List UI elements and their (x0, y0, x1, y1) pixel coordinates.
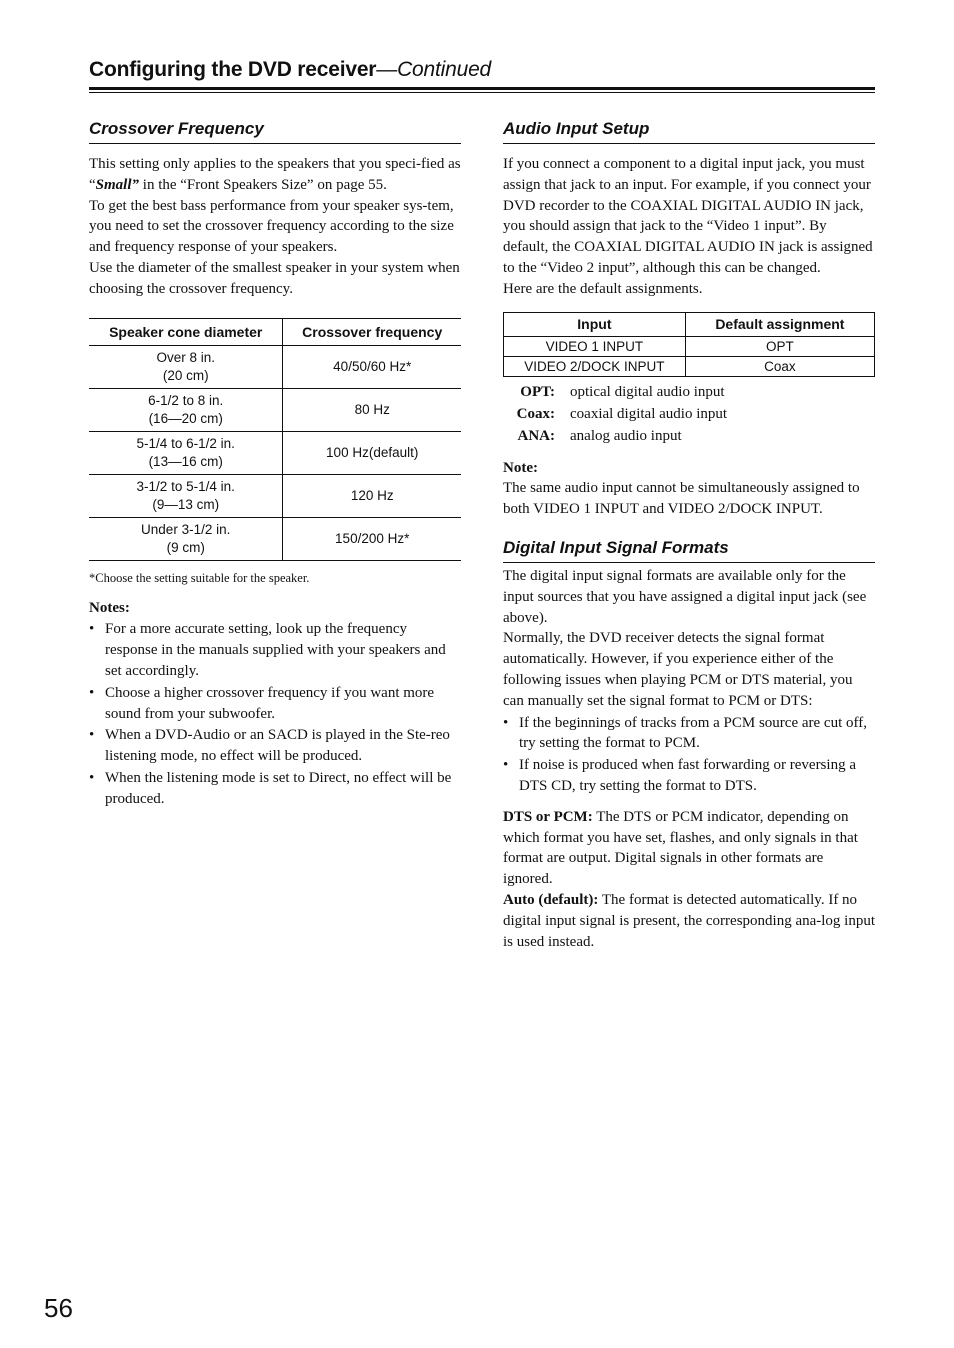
left-column (89, 118, 461, 810)
crossover-intro (89, 154, 461, 300)
audio-para-2: Here are the default assignments. (503, 280, 703, 297)
bullet-icon: • (89, 769, 95, 786)
cone-size-cm: (16—20 cm) (148, 410, 223, 426)
frequency-cell: 150/200 Hz* (283, 517, 461, 560)
format-options (503, 807, 875, 953)
auto-description: The format is detected automatically. If no digital input signal is present, the corresponding ana-log input is used instead. (503, 891, 876, 950)
audio-input-setup-heading: Audio Input Setup (503, 118, 875, 144)
bullet-icon: • (89, 621, 95, 638)
col-header-crossover-frequency: Crossover frequency (283, 318, 461, 345)
cone-size-inches: Under 3-1/2 in. (141, 521, 231, 537)
header-rule-thin (89, 92, 875, 93)
issue-text: If the beginnings of tracks from a PCM source are cut off, try setting the format to PCM. (519, 714, 867, 752)
col-header-cone-diameter: Speaker cone diameter (89, 318, 283, 345)
page-title-main: Configuring the DVD receiver (89, 58, 377, 81)
cone-size-cm: (20 cm) (162, 367, 209, 383)
cone-size-cm: (13—16 cm) (148, 453, 223, 469)
cone-diameter-cell (89, 431, 283, 474)
table-row (89, 345, 461, 388)
crossover-para-2: To get the best bass performance from your speaker sys-tem, you need to set the crossover frequency according to the size and frequency response of your speakers. (89, 197, 454, 256)
cone-size-inches: 5-1/4 to 6-1/2 in. (136, 435, 235, 451)
list-item (89, 725, 461, 767)
table-row (504, 356, 875, 376)
assignment-cell: Coax (685, 356, 874, 376)
table-row (89, 388, 461, 431)
bullet-icon: • (89, 727, 95, 744)
note-heading: Note: (503, 459, 538, 476)
legend-value: analog audio input (570, 427, 682, 444)
assignment-table-header-row (504, 312, 875, 336)
crossover-table (89, 318, 461, 561)
crossover-frequency-heading: Crossover Frequency (89, 118, 461, 144)
assignment-cell: OPT (685, 336, 874, 356)
cone-diameter-cell (89, 517, 283, 560)
crossover-para-3: Use the diameter of the smallest speaker in your system when choosing the crossover frequency. (89, 259, 460, 297)
page-title-continued: —Continued (376, 58, 492, 81)
crossover-para-1 (89, 154, 461, 196)
note-text: The same audio input cannot be simultaneously assigned to both VIDEO 1 INPUT and VIDEO 2/DOCK INPUT. (503, 480, 860, 518)
page-title (89, 56, 875, 84)
col-header-input: Input (504, 312, 686, 336)
abbreviation-legend (503, 381, 875, 447)
audio-para-1: If you connect a component to a digital input jack, you must assign that jack to an input. For example, if you connect your DVD recorder to the COAXIAL DIGITAL AUDIO IN jack, you should assign that jack to the “Video 1 input”. By default, the COAXIAL DIGITAL AUDIO IN jack is assigned to the “Video 2 input”, although this can be changed. (503, 156, 873, 276)
auto-label: Auto (default): (503, 891, 599, 908)
digital-para-2: Normally, the DVD receiver detects the signal format automatically. However, if you experience either of the following issues when playing PCM or DTS material, you can manually set the signal format to PCM or DTS: (503, 630, 853, 709)
issue-text: If noise is produced when fast forwarding or reversing a DTS CD, try setting the format to DTS. (519, 757, 856, 794)
table-row (504, 336, 875, 356)
legend-value: coaxial digital audio input (570, 405, 728, 422)
header-rule-thick (89, 87, 875, 90)
digital-input-formats-heading: Digital Input Signal Formats (503, 537, 875, 563)
legend-key: Coax: (516, 405, 555, 422)
page-number: 56 (44, 1293, 73, 1323)
cone-size-inches: Over 8 in. (156, 349, 215, 365)
crossover-para-1-em: Small” (95, 176, 140, 193)
crossover-para-1-a: This setting only applies to the speakers that you speci-fied as “ (89, 156, 461, 193)
right-column (503, 118, 875, 952)
cone-size-inches: 6-1/2 to 8 in. (148, 392, 224, 408)
table-row (89, 474, 461, 517)
crossover-para-1-b: in the “Front Speakers Size” on page 55. (139, 176, 387, 193)
notes-list (89, 619, 461, 809)
note-text: For a more accurate setting, look up the frequency response in the manuals supplied with your speakers and set accordingly. (105, 621, 446, 679)
input-cell: VIDEO 1 INPUT (504, 336, 686, 356)
bullet-icon: • (503, 757, 509, 774)
table-footnote: *Choose the setting suitable for the speaker. (89, 570, 310, 585)
frequency-cell: 100 Hz(default) (283, 431, 461, 474)
notes-heading: Notes: (89, 599, 130, 616)
list-item (89, 619, 461, 681)
legend-row (503, 425, 875, 447)
digital-input-body (503, 566, 875, 712)
col-header-default-assignment: Default assignment (685, 312, 874, 336)
list-item (503, 713, 875, 755)
input-cell: VIDEO 2/DOCK INPUT (504, 356, 686, 376)
frequency-cell: 80 Hz (283, 388, 461, 431)
list-item (89, 768, 461, 810)
cone-size-inches: 3-1/2 to 5-1/4 in. (136, 478, 235, 494)
table-row (89, 431, 461, 474)
dts-pcm-description: The DTS or PCM indicator, depending on which format you have set, flashes, and only signals in that format are output. Digital signals in other formats are ignored. (503, 808, 858, 888)
frequency-cell: 120 Hz (283, 474, 461, 517)
cone-diameter-cell (89, 388, 283, 431)
list-item (503, 755, 875, 797)
note-text: When the listening mode is set to Direct, no effect will be produced. (105, 769, 452, 807)
legend-key: OPT: (520, 383, 555, 400)
legend-key: ANA: (517, 427, 555, 444)
dts-pcm-label: DTS or PCM: (503, 808, 593, 825)
note-text: Choose a higher crossover frequency if you want more sound from your subwoofer. (105, 684, 435, 722)
digital-issues-list (503, 713, 875, 797)
table-row (89, 517, 461, 560)
cone-size-cm: (9—13 cm) (152, 496, 220, 512)
default-assignment-table (503, 312, 875, 377)
crossover-table-header-row (89, 318, 461, 345)
cone-diameter-cell (89, 474, 283, 517)
legend-row (503, 403, 875, 425)
bullet-icon: • (503, 714, 509, 731)
audio-input-body (503, 154, 875, 300)
cone-size-cm: (9 cm) (166, 539, 205, 555)
legend-value: optical digital audio input (570, 383, 725, 400)
dts-pcm-option (503, 807, 875, 890)
note-text: When a DVD-Audio or an SACD is played in the Ste-reo listening mode, no effect will be produced. (105, 727, 450, 765)
legend-row (503, 381, 875, 403)
page-header (89, 56, 875, 93)
digital-para-1: The digital input signal formats are available only for the input sources that you have assigned a digital input jack (see above). (503, 567, 867, 626)
frequency-cell: 40/50/60 Hz* (333, 358, 412, 374)
auto-option (503, 890, 875, 952)
cone-diameter-cell (89, 345, 283, 388)
list-item (89, 683, 461, 725)
bullet-icon: • (89, 684, 95, 701)
